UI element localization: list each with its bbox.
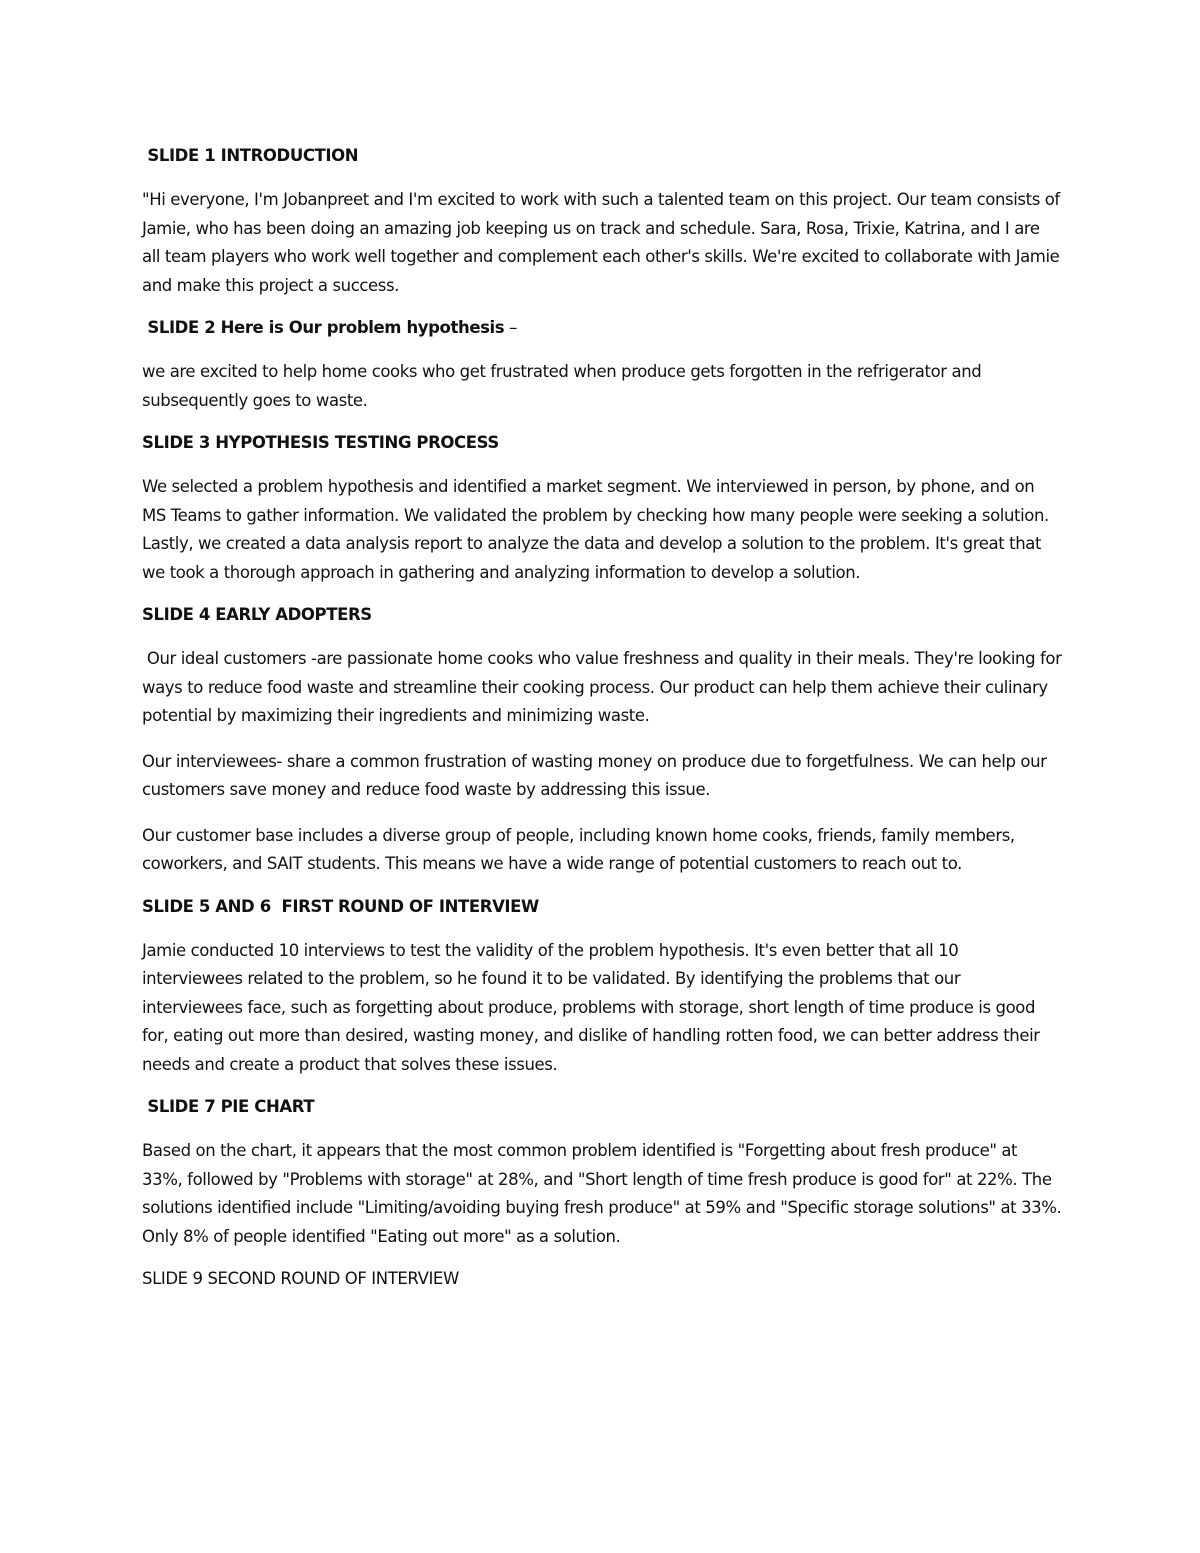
slide-7-paragraph: Based on the chart, it appears that the most common problem identified is "Forgetting about fresh produce" at 33%, followed by "Problems with storage" at 28%, and "Short length of time fresh produce is good for" at 22%. The solutions identified include "Limiting/avoiding buying fresh produce" at 59% and "Specific storage solutions" at 33%. Only 8% of people identified "Eating out more" as a solution. <box>142 1141 1067 1246</box>
slide-1-paragraph: "Hi everyone, I'm Jobanpreet and I'm excited to work with such a talented team on this project. Our team consists of Jamie, who has been doing an amazing job keeping us on track and schedule. Sara, Rosa, Trixie, Katrina, and I are all team players who work well together and complement each other's skills. We're excited to collaborate with Jamie and make this project a success. <box>142 190 1065 295</box>
slide-9-heading: SLIDE 9 SECOND ROUND OF INTERVIEW <box>142 1269 459 1288</box>
slide-2-paragraph: we are excited to help home cooks who get frustrated when produce gets forgotten in the refrigerator and subsequently goes to waste. <box>142 362 987 410</box>
slide-4-paragraph-3: Our customer base includes a diverse group of people, including known home cooks, friends, family members, coworkers, and SAIT students. This means we have a wide range of potential customers to reach out to. <box>142 825 1020 873</box>
slide-2-heading-bold: SLIDE 2 Here is Our problem hypothesis <box>142 318 505 337</box>
document-body <box>142 145 1067 1309</box>
slide-3-paragraph: We selected a problem hypothesis and identified a market segment. We interviewed in person, by phone, and on MS Teams to gather information. We validated the problem by checking how many people were seeking a solution. Lastly, we created a data analysis report to analyze the data and develop a solution to the problem. It's great that we took a thorough approach in gathering and analyzing information to develop a solution. <box>142 477 1054 582</box>
slide-5-6-paragraph: Jamie conducted 10 interviews to test the validity of the problem hypothesis. It's even better that all 10 interviewees related to the problem, so he found it to be validated. By identifying the problems that our interviewees face, such as forgetting about produce, problems with storage, short length of time produce is good for, eating out more than desired, wasting money, and dislike of handling rotten food, we can better address their needs and create a product that solves these issues. <box>142 940 1045 1074</box>
slide-4-paragraph-1: Our ideal customers -are passionate home cooks who value freshness and quality in their meals. They're looking for ways to reduce food waste and streamline their cooking process. Our product can help them achieve their culinary potential by maximizing their ingredients and minimizing waste. <box>142 649 1067 725</box>
slide-4-paragraph-2: Our interviewees- share a common frustration of wasting money on produce due to forgetfulness. We can help our customers save money and reduce food waste by addressing this issue. <box>142 751 1052 799</box>
slide-1-heading: SLIDE 1 INTRODUCTION <box>142 146 359 165</box>
slide-2-heading-dash: – <box>504 318 517 337</box>
slide-3-heading: SLIDE 3 HYPOTHESIS TESTING PROCESS <box>142 433 499 452</box>
slide-5-6-heading: SLIDE 5 AND 6 FIRST ROUND OF INTERVIEW <box>142 896 539 916</box>
slide-2-heading <box>142 317 1062 339</box>
slide-4-heading: SLIDE 4 EARLY ADOPTERS <box>142 605 372 624</box>
slide-7-heading: SLIDE 7 PIE CHART <box>142 1097 315 1116</box>
